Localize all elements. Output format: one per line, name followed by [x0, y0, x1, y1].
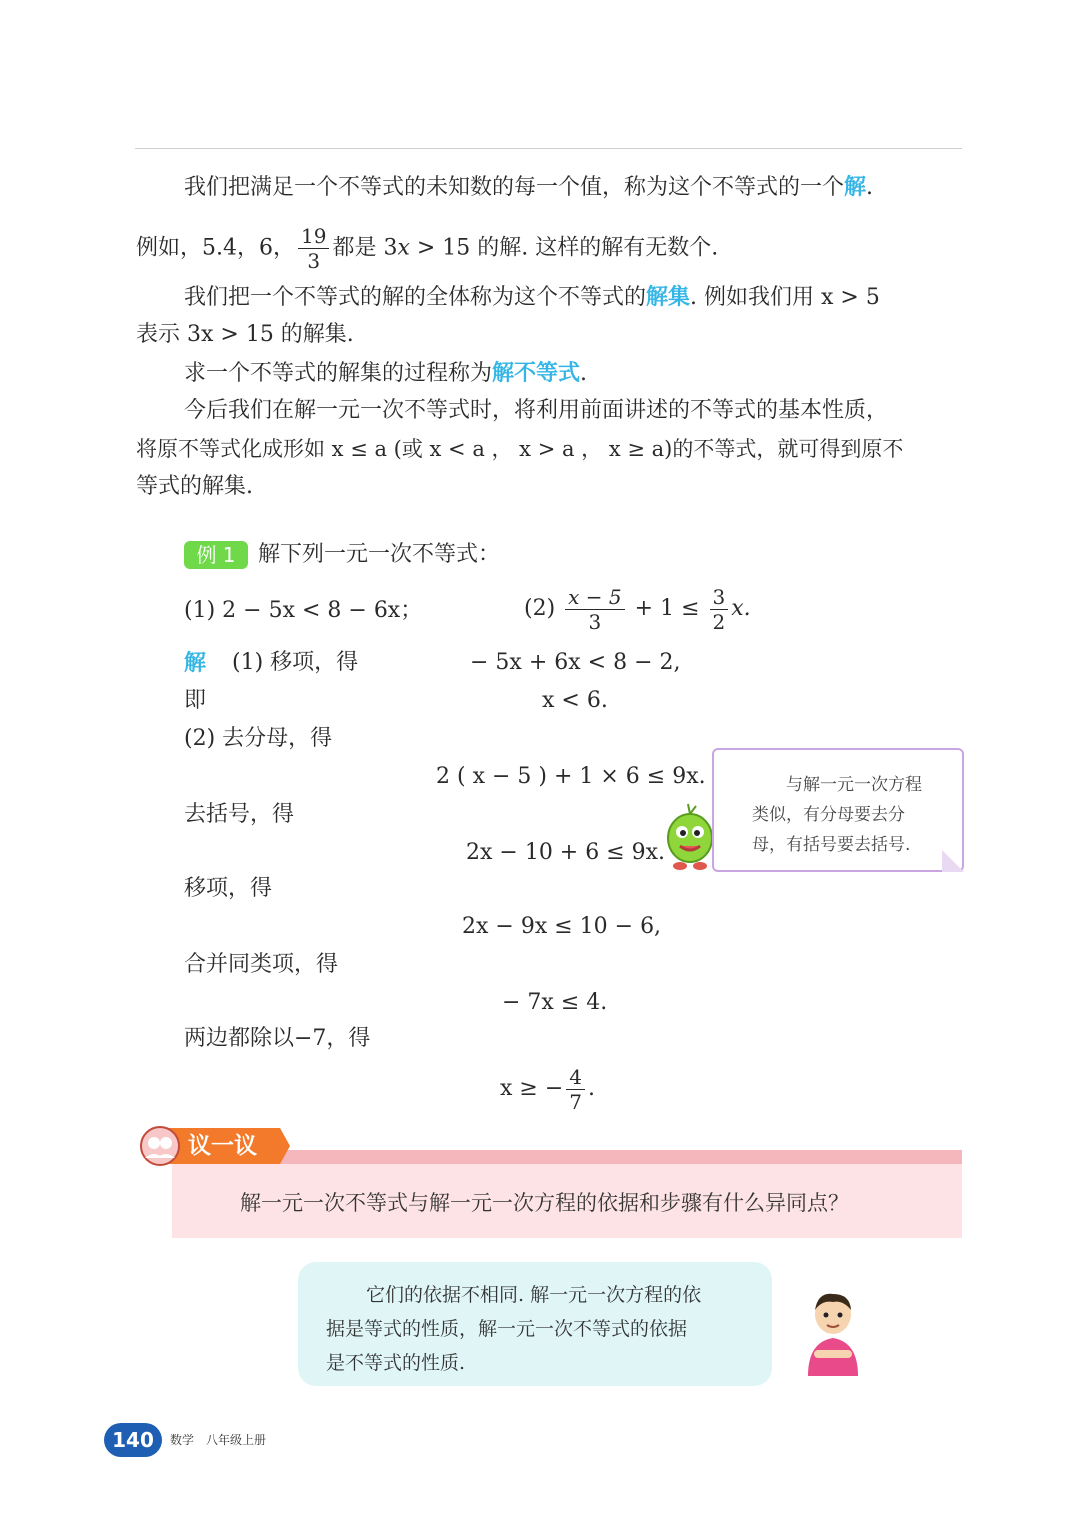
- frac-denominator: 3: [307, 249, 321, 273]
- term-solution: 解: [844, 174, 867, 200]
- frac-7: 7: [569, 1089, 582, 1114]
- para1-examples: 例如，5.4，6，: [136, 235, 295, 261]
- s1-result: x < 6.: [542, 688, 608, 713]
- question-1: (1) 2 − 5x < 8 − 6x；: [184, 598, 423, 623]
- tip-line-1: 与解一元一次方程: [786, 775, 922, 795]
- para2-line1: [184, 282, 880, 313]
- tip-line-3: 母，有括号要去括号.: [752, 835, 911, 855]
- term-solve-inequality: 解不等式: [492, 360, 581, 386]
- s1-step: (1) 移项，得: [232, 650, 359, 675]
- s2-eq1: 2 ( x − 5 ) + 1 × 6 ≤ 9x.: [436, 764, 706, 789]
- s1-equation: − 5x + 6x < 8 − 2,: [470, 650, 681, 675]
- answer-bubble: [298, 1262, 772, 1386]
- s2-eq2: 2x − 10 + 6 ≤ 9x.: [466, 840, 666, 865]
- s2-eq4: − 7x ≤ 4.: [502, 990, 608, 1015]
- s2-step4: 合并同类项，得: [184, 952, 339, 977]
- s2-step1: (2) 去分母，得: [184, 726, 333, 751]
- question-2: [524, 584, 751, 634]
- tip-bubble: [712, 748, 964, 872]
- s2-eq5-pre: x ≥ −: [500, 1076, 564, 1101]
- q2-post: x.: [731, 596, 751, 621]
- s2-eq5-post: .: [588, 1076, 595, 1101]
- para1-end: .: [866, 175, 874, 200]
- var-x: x: [397, 235, 410, 261]
- q2-frac2-den: 2: [712, 609, 726, 634]
- top-rule: [135, 148, 962, 149]
- para4-line2: 将原不等式化成形如 x ≤ a (或 x < a ， x > a ， x ≥ a)的不等式，就可得到原不: [136, 437, 904, 461]
- q2-frac2-num: 3: [710, 585, 729, 610]
- discuss-title: 议一议: [188, 1133, 257, 1159]
- page-number: 140: [104, 1423, 162, 1457]
- example-badge: 例 1: [184, 541, 248, 569]
- para1-mid: 都是 3: [332, 235, 398, 261]
- answer-line-3: 是不等式的性质.: [326, 1352, 466, 1374]
- example-prompt: 解下列一元一次不等式：: [258, 542, 501, 567]
- s2-step5: 两边都除以−7，得: [184, 1026, 371, 1051]
- discuss-question: 解一元一次不等式与解一元一次方程的依据和步骤有什么异同点？: [240, 1191, 849, 1215]
- q2-frac1-den: 3: [588, 609, 602, 634]
- tip-line-2: 类似，有分母要去分: [752, 805, 905, 825]
- frac-numerator: 19: [298, 224, 329, 249]
- para1-line2: [136, 224, 718, 273]
- para1-text: 我们把满足一个不等式的未知数的每一个值，称为这个不等式的一个: [184, 175, 845, 200]
- para2-text: 我们把一个不等式的解的全体称为这个不等式的: [184, 285, 647, 310]
- tip-page-fold: [942, 850, 964, 872]
- para3-line: [184, 358, 587, 389]
- s2-step3: 移项，得: [184, 876, 273, 901]
- para2-post: . 例如我们用 x > 5: [690, 285, 880, 310]
- para4-line1: 今后我们在解一元一次不等式时，将利用前面讲述的不等式的基本性质，: [184, 398, 889, 423]
- s2-eq3: 2x − 9x ≤ 10 − 6,: [462, 914, 662, 939]
- s2-step2: 去括号，得: [184, 802, 295, 827]
- para2-line2: 表示 3x > 15 的解集.: [136, 322, 354, 347]
- q2-mid: + 1 ≤: [634, 596, 700, 621]
- para1-post: > 15 的解. 这样的解有无数个.: [409, 235, 719, 261]
- q2-label: (2): [524, 596, 556, 621]
- para3-end: .: [580, 361, 588, 386]
- solution-label: 解: [184, 650, 207, 676]
- mascot-icon: [660, 800, 720, 872]
- para3-text: 求一个不等式的解集的过程称为: [184, 361, 493, 386]
- fraction-4-7: [566, 1065, 585, 1114]
- answer-line-1: 它们的依据不相同. 解一元一次方程的依: [366, 1284, 702, 1306]
- frac-4: 4: [566, 1065, 585, 1090]
- s2-eq5: [500, 1064, 595, 1114]
- s1-ji: 即: [184, 688, 207, 713]
- q2-fraction-2: [710, 585, 729, 634]
- para1-line1: [184, 172, 873, 203]
- book-title: 数学 八年级上册: [170, 1433, 267, 1447]
- q2-fraction-1: [565, 585, 624, 634]
- boy-character-icon: [798, 1292, 868, 1376]
- para4-line3: 等式的解集.: [136, 474, 253, 499]
- term-solution-set: 解集: [646, 284, 691, 310]
- discuss-stripe: [172, 1150, 962, 1164]
- q2-frac1-num: x − 5: [565, 585, 624, 610]
- fraction-19-3: [298, 224, 329, 273]
- answer-line-2: 据是等式的性质，解一元一次不等式的依据: [326, 1318, 688, 1340]
